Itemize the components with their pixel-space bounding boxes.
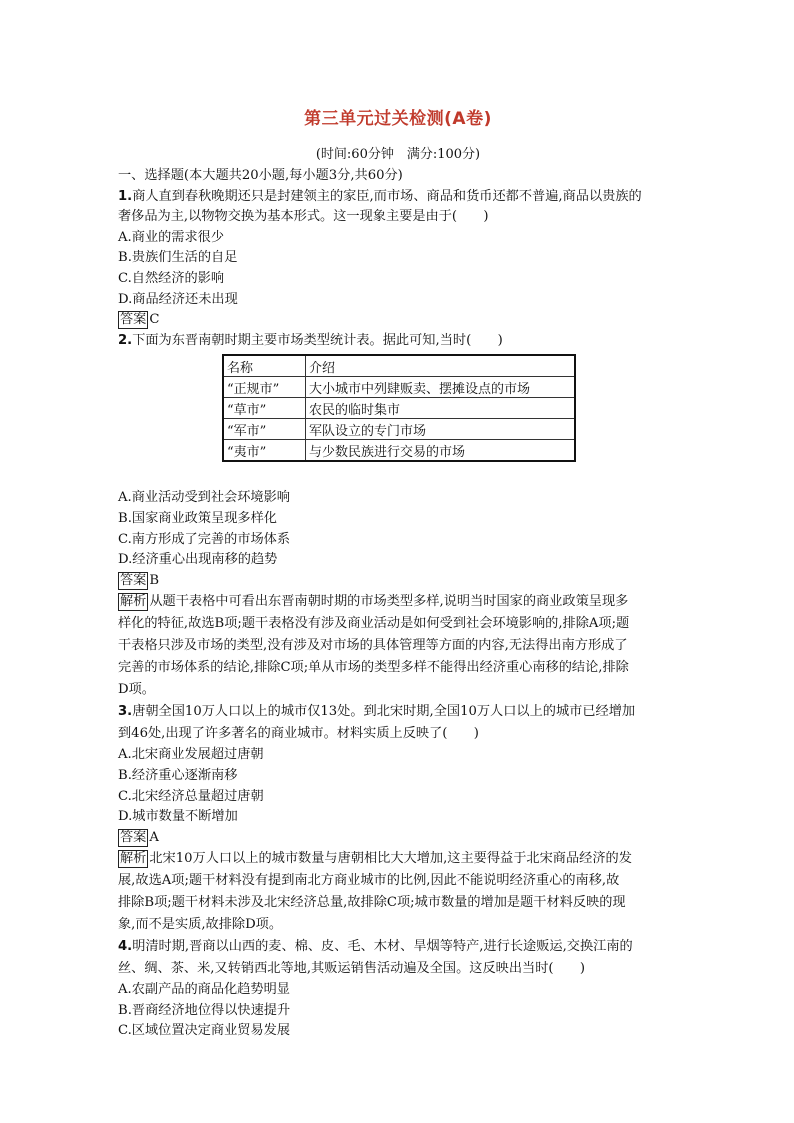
q1-stem-line-1: 1.商人直到春秋晚期还只是封建领主的家臣,而市场、商品和货币还都不普遍,商品以贵族的 — [118, 188, 642, 204]
q1-option-a: A.商业的需求很少 — [118, 229, 225, 245]
q3-answer-value: A — [149, 829, 159, 845]
exam-page — [118, 104, 678, 1042]
q3-option-d: D.城市数量不断增加 — [118, 809, 238, 825]
q3-option-b: B.经济重心逐渐南移 — [118, 767, 238, 783]
analysis-tag: 解析 — [120, 851, 147, 867]
table-cell-intro: 与少数民族进行交易的市场 — [306, 440, 576, 462]
q4-stem-line-1: 4.明清时期,晋商以山西的麦、棉、皮、毛、木材、旱烟等特产,进行长途贩运,交换江南的 — [118, 939, 633, 955]
q2-option-a: A.商业活动受到社会环境影响 — [118, 490, 290, 506]
q1-option-d: D.商品经济还未出现 — [118, 291, 238, 307]
q2-number: 2. — [118, 332, 133, 348]
q3-option-a: A.北宋商业发展超过唐朝 — [118, 747, 264, 763]
table-header-name: 名称 — [223, 355, 306, 377]
table-cell-name: “草市” — [223, 398, 306, 419]
q2-analysis-line-5: D项。 — [118, 682, 155, 698]
table-row — [223, 419, 575, 440]
answer-tag: 答案 — [120, 572, 147, 588]
q2-option-d: D.经济重心出现南移的趋势 — [118, 552, 278, 568]
q2-option-b: B.国家商业政策呈现多样化 — [118, 510, 277, 526]
table-row — [223, 398, 575, 419]
table-cell-intro: 农民的临时集市 — [306, 398, 576, 419]
table-header-row — [223, 355, 575, 377]
q2-analysis-line-2: 样化的特征,故选B项;题干表格没有涉及商业活动是如何受到社会环境影响的,排除A项;题 — [118, 616, 630, 632]
q3-analysis-line-3: 排除B项;题干材料未涉及北宋经济总量,故排除C项;城市数量的增加是题干材料反映的现 — [118, 895, 626, 911]
q2-analysis-line-1: 解析 从题干表格中可看出东晋南朝时期的市场类型多样,说明当时国家的商业政策呈现多 — [120, 594, 629, 610]
table-cell-name: “正规市” — [223, 377, 306, 398]
q1-stem-line-2: 奢侈品为主,以物物交换为基本形式。这一现象主要是由于( ) — [118, 209, 489, 225]
q4-stem-line-2: 丝、绸、茶、米,又转销西北等地,其贩运销售活动遍及全国。这反映出当时( ) — [118, 961, 586, 977]
question-3 — [118, 701, 678, 936]
table-header-intro: 介绍 — [306, 355, 576, 377]
question-2 — [118, 331, 678, 702]
table-cell-intro: 大小城市中列肆贩卖、摆摊设点的市场 — [306, 377, 576, 398]
q3-answer — [118, 828, 678, 849]
q1-answer-value: C — [149, 312, 160, 328]
analysis-tag: 解析 — [120, 594, 147, 610]
q2-answer-value: B — [149, 572, 160, 588]
table-cell-intro: 军队设立的专门市场 — [306, 419, 576, 440]
question-1 — [118, 187, 678, 331]
q1-number: 1. — [118, 188, 133, 204]
q4-option-c: C.区域位置决定商业贸易发展 — [118, 1023, 291, 1039]
answer-tag: 答案 — [120, 829, 147, 845]
q3-stem-line-1: 3.唐朝全国10万人口以上的城市仅13处。到北宋时期,全国10万人口以上的城市已经增加 — [118, 704, 636, 720]
q4-option-a: A.农副产品的商品化趋势明显 — [118, 982, 290, 998]
q2-analysis-line-4: 完善的市场体系的结论,排除C项;单从市场的类型多样不能得出经济重心南移的结论,排除 — [118, 660, 629, 676]
q2-answer — [118, 571, 678, 592]
q1-option-c: C.自然经济的影响 — [118, 270, 225, 286]
table-cell-name: “夷市” — [223, 440, 306, 462]
table-row — [223, 377, 575, 398]
q3-analysis-line-1: 解析 北宋10万人口以上的城市数量与唐朝相比大大增加,这主要得益于北宋商品经济的发 — [120, 851, 632, 867]
q3-analysis-line-2: 展,故选A项;题干材料没有提到南北方商业城市的比例,因此不能说明经济重心的南移,故 — [118, 873, 620, 889]
table-row — [223, 440, 575, 462]
q1-answer — [118, 310, 678, 331]
q3-analysis-line-4: 象,而不是实质,故排除D项。 — [118, 917, 283, 933]
exam-subtitle: (时间:60分钟 满分:100分) — [315, 147, 481, 162]
q2-analysis-line-3: 干表格只涉及市场的类型,没有涉及对市场的具体管理等方面的内容,无法得出南方形成了 — [118, 638, 628, 654]
q1-option-b: B.贵族们生活的自足 — [118, 250, 238, 266]
q3-option-c: C.北宋经济总量超过唐朝 — [118, 788, 264, 804]
q3-stem-line-2: 到46处,出现了许多著名的商业城市。材料实质上反映了( ) — [118, 726, 479, 742]
q3-number: 3. — [118, 704, 133, 720]
section-heading: 一、选择题(本大题共20小题,每小题3分,共60分) — [118, 168, 403, 183]
q4-number: 4. — [118, 939, 133, 955]
table-cell-name: “军市” — [223, 419, 306, 440]
q4-option-b: B.晋商经济地位得以快速提升 — [118, 1002, 291, 1018]
answer-tag: 答案 — [120, 312, 147, 328]
q2-stem-line-1: 2.下面为东晋南朝时期主要市场类型统计表。据此可知,当时( ) — [118, 332, 503, 348]
question-4 — [118, 936, 678, 1042]
q2-option-c: C.南方形成了完善的市场体系 — [118, 531, 291, 547]
market-type-table — [222, 354, 576, 462]
page-title: 第三单元过关检测(A卷) — [304, 109, 492, 129]
